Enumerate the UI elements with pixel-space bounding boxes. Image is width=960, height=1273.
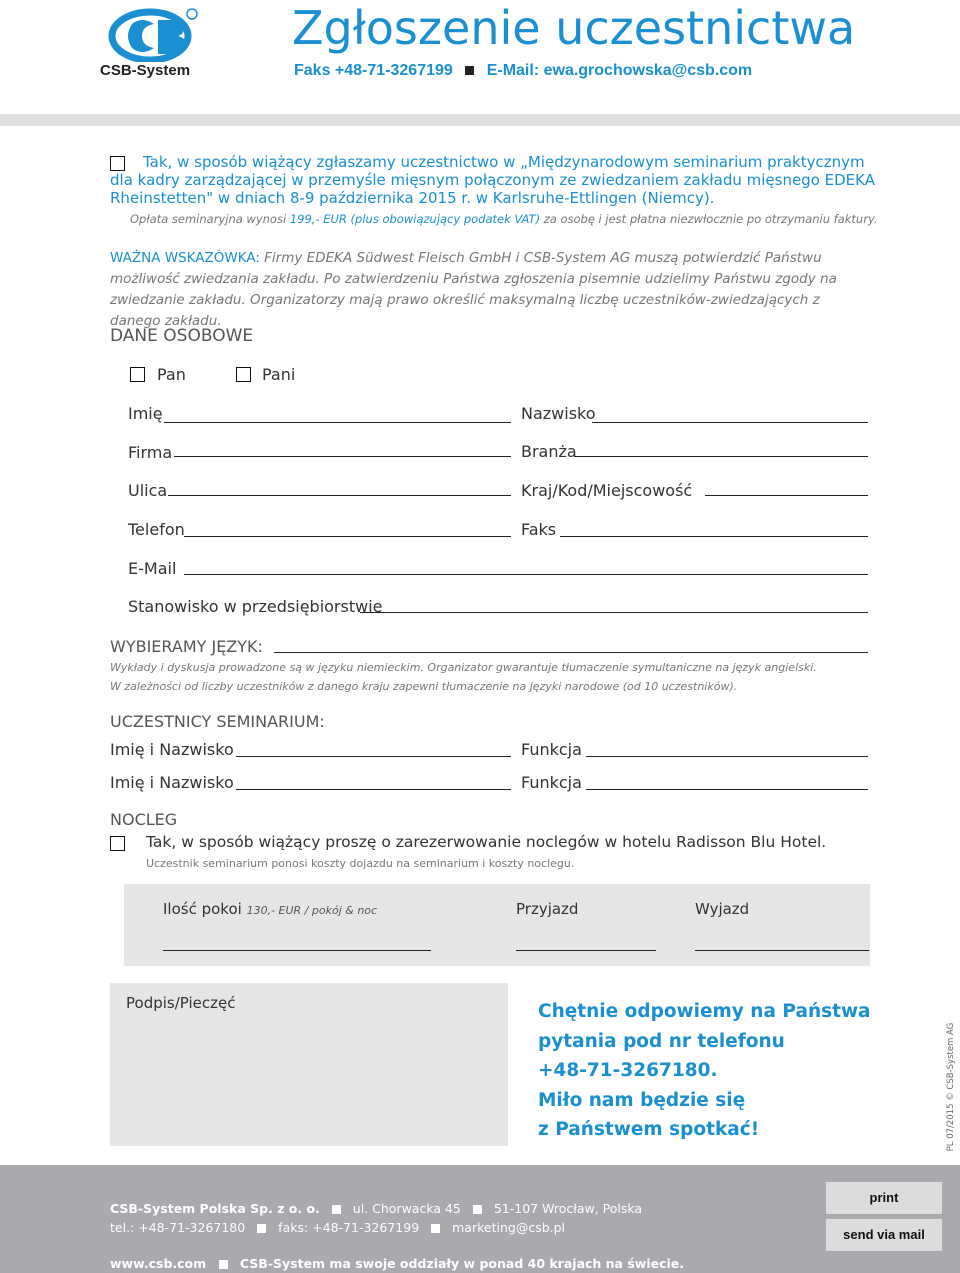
footer-contacts [110,1220,565,1235]
nazwisko-label: Nazwisko [521,404,596,423]
side-copyright: PL 07/2015 © CSB-System AG [946,1022,956,1152]
footer-street: ul. Chorwacka 45 [352,1201,461,1216]
footer-fax: faks: +48-71-3267199 [278,1220,420,1235]
send-via-mail-button[interactable]: send via mail [826,1219,942,1251]
page-title: Zgłoszenie uczestnictwa [292,1,856,55]
contact-line: Chętnie odpowiemy na Państwa [538,1001,871,1022]
contact-line: Miło nam będzie się [538,1089,746,1111]
footer-branches: CSB-System ma swoje oddziały w ponad 40 krajach na świecie. [239,1256,685,1271]
separator-square-icon [332,1205,341,1214]
header-contact [294,62,752,80]
csb-logo-icon [108,6,208,62]
rooms-label-text: Ilość pokoi [163,900,242,918]
rooms-price: 130,- EUR / pokój & noc [246,904,378,917]
ulica-label: Ulica [128,481,168,500]
fee-amount: 199,- EUR (plus obowiązujący podatek VAT) [289,212,541,226]
separator-square-icon [473,1205,482,1214]
participant-1-function-field[interactable] [586,756,868,757]
signature-label: Podpis/Pieczęć [126,994,236,1012]
lodging-note: Uczestnik seminarium ponosi koszty dojazdu na seminarium i koszty noclegu. [146,857,575,870]
participant-2-function-label: Funkcja [521,773,582,792]
footer-mail: marketing@csb.pl [452,1220,566,1235]
lodging-heading: NOCLEG [110,810,178,829]
print-button[interactable]: print [826,1182,942,1214]
separator-square-icon [257,1224,266,1233]
footer-tel: tel.: +48-71-3267180 [110,1220,246,1235]
separator-square-icon [465,66,474,75]
ulica-field[interactable] [168,495,511,496]
language-note-1: Wykłady i dyskusja prowadzone są w języku niemieckim. Organizator gwarantuje tłumaczenie symultaniczne na język angielski. [110,661,817,674]
participant-2-name-label: Imię i Nazwisko [110,773,234,792]
arrival-field[interactable] [516,950,656,951]
kraj-field[interactable] [705,495,868,496]
email-label: E-Mail [128,559,177,578]
language-heading: WYBIERAMY JĘZYK: [110,637,263,656]
header-email: E-Mail: ewa.grochowska@csb.com [486,62,753,79]
language-field[interactable] [274,652,868,653]
participants-heading: UCZESTNICY SEMINARIUM: [110,712,325,731]
contact-line: z Państwem spotkać! [538,1119,760,1140]
imie-label: Imię [128,404,163,423]
pan-checkbox[interactable] [130,367,145,382]
faks-label: Faks [521,520,557,539]
telefon-field[interactable] [184,536,511,537]
contact-message [538,997,871,1145]
footer-www[interactable]: www.csb.com [110,1256,207,1271]
fee-pre: Opłata seminaryjna wynosi [130,212,290,226]
seminar-checkbox-text: Tak, w sposób wiążący zgłaszamy uczestnictwo w „Międzynarodowym seminarium praktycznym dla kadry zarządzającej w przemyśle mięsnym połączonym ze zwiedzaniem zakładu mięsnego EDEKA Rheinstetten" w dniach 8-9 października 2015 r. w Karlsruhe-Ettlingen (Niemcy). [110,153,875,207]
email-field[interactable] [184,574,868,575]
separator-square-icon [219,1260,228,1269]
rooms-field[interactable] [163,950,431,951]
pan-label: Pan [157,365,186,384]
departure-field[interactable] [695,950,869,951]
departure-label: Wyjazd [695,900,750,918]
important-note-body: Firmy EDEKA Südwest Fleisch GmbH i CSB-System AG muszą potwierdzić Państwu możliwość zwiedzania zakładu. Po zatwierdzeniu Państwa zgłoszenia pisemnie udzielimy Państwu zgody na zwiedzanie zakładu. Organizatorzy mają prawo określić maksymalną liczbę uczestników-zwiedzających z danego zakładu. [110,250,837,329]
footer-address [110,1201,642,1216]
nazwisko-field[interactable] [592,422,868,423]
fee-post: za osobę i jest płatna niezwłocznie po otrzymaniu faktury. [540,212,878,226]
footer-company: CSB-System Polska Sp. z o. o. [110,1201,320,1216]
participant-1-name-label: Imię i Nazwisko [110,740,234,759]
contact-line: +48-71-3267180. [538,1060,718,1081]
branza-field[interactable] [574,456,868,457]
participant-2-function-field[interactable] [586,789,868,790]
footer [0,1165,960,1273]
header-fax: Faks +48-71-3267199 [294,62,453,79]
participant-1-function-label: Funkcja [521,740,582,759]
footer-web [110,1256,684,1271]
imie-field[interactable] [164,422,511,423]
important-note [110,248,870,332]
fee-info [130,212,890,226]
important-note-heading: WAŻNA WSKAZÓWKA: [110,250,260,266]
logo-text: CSB-System [100,62,191,79]
personal-data-heading: DANE OSOBOWE [110,326,254,346]
faks-field[interactable] [560,536,868,537]
pani-checkbox[interactable] [236,367,251,382]
arrival-label: Przyjazd [516,900,579,918]
stanowisko-label: Stanowisko w przedsiębiorstwie [128,597,383,616]
firma-label: Firma [128,443,173,462]
logo [100,6,210,82]
kraj-label: Kraj/Kod/Miejscowość [521,481,693,500]
rooms-label [163,900,377,918]
footer-city: 51-107 Wrocław, Polska [493,1201,643,1216]
lodging-checkbox-text: Tak, w sposób wiążący proszę o zarezerwowanie noclegów w hotelu Radisson Blu Hotel. [146,833,827,851]
header-divider [0,114,960,126]
pani-label: Pani [262,365,296,384]
branza-label: Branża [521,442,577,461]
participant-1-name-field[interactable] [236,756,511,757]
separator-square-icon [431,1224,440,1233]
contact-line: pytania pod nr telefonu [538,1030,785,1052]
telefon-label: Telefon [128,520,185,539]
lodging-panel [124,884,870,966]
participant-2-name-field[interactable] [236,789,511,790]
language-note-2: W zależności od liczby uczestników z danego kraju zapewni tłumaczenie na języki narodowe (od 10 uczestników). [110,680,738,693]
stanowisko-field[interactable] [360,612,868,613]
lodging-checkbox[interactable] [110,836,125,851]
firma-field[interactable] [174,456,511,457]
